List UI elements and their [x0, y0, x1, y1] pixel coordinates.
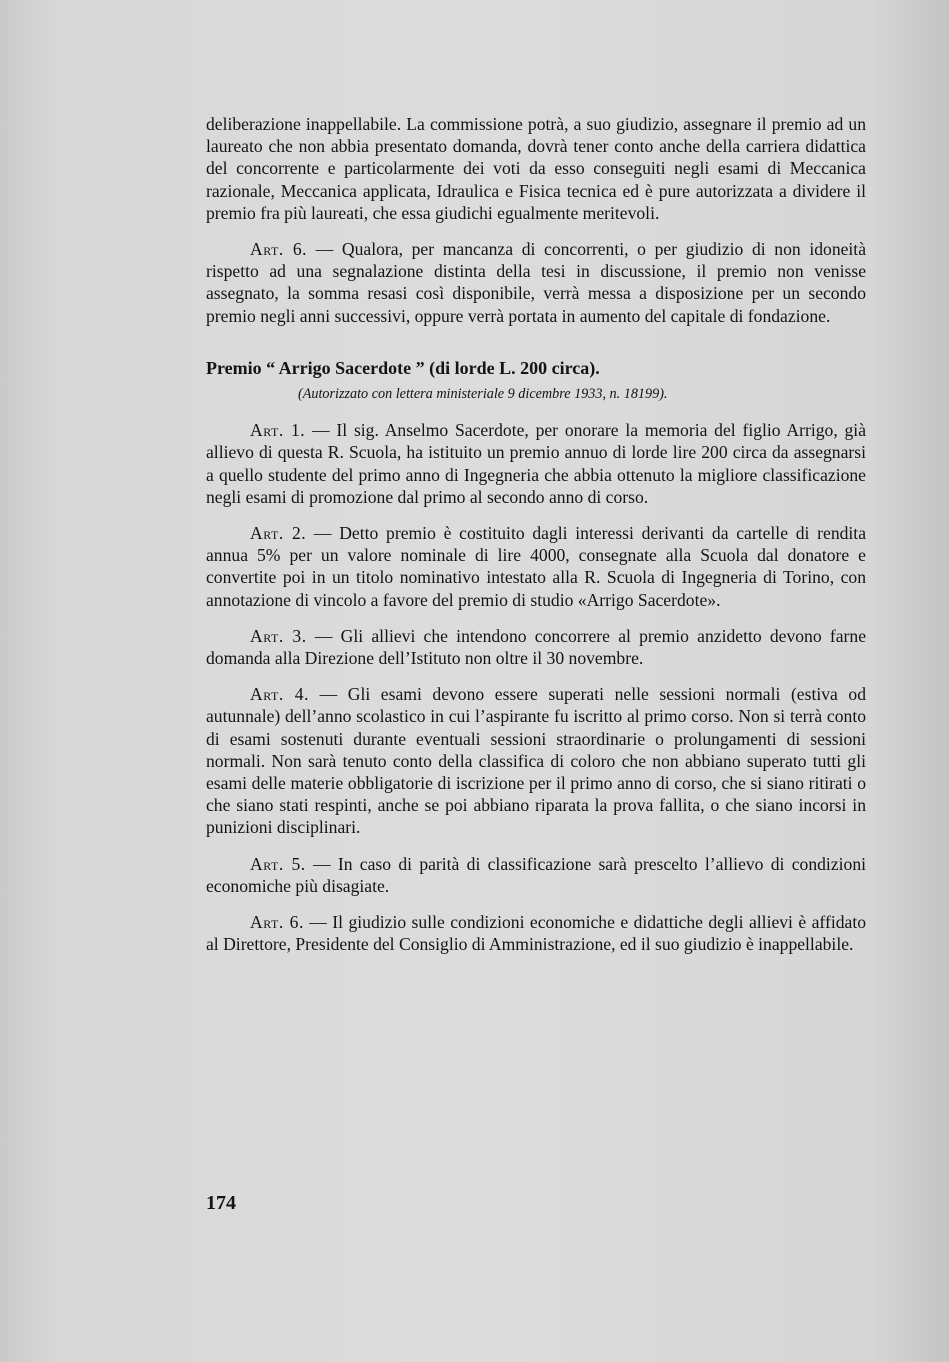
section-title: Premio “ Arrigo Sacerdote ” (di lorde L. 200 circa). — [206, 357, 600, 378]
article-label: Art. 6. — [250, 239, 308, 260]
section-subtitle: (Autorizzato con lettera ministeriale 9 dicembre 1933, n. 18199). — [298, 386, 668, 403]
article-text: — Il sig. Anselmo Sacerdote, per onorare la memoria del figlio Arrigo, già allievo di questa R. Scuola, ha istituito un premio annuo di lorde lire 200 circa da assegnarsi a quello studente del primo anno di Ingegneria che abbia ottenuto la migliore classificazione negli esami di promozione dal primo al secondo anno di corso. — [206, 420, 867, 507]
article-3 — [206, 625, 866, 669]
article-label: Art. 1. — [250, 420, 306, 441]
article-text: — Gli esami devono essere superati nelle sessioni normali (estiva od autunnale) dell’anno scolastico in cui l’aspirante fu iscritto al primo corso. Non si terrà conto di esami sostenuti durante eventuali sessioni straordinarie o prolungamenti di sessioni normali. Non sarà tenuto conto della classifica di coloro che non abbiano superato tutti gli esami delle materie obbligatorie di iscrizione per il primo anno di corso, che si siano ritirati o che siano stati respinti, anche se poi abbiano riparata la prova fallita, o che siano incorsi in punizioni disciplinari. — [206, 684, 867, 838]
article-label: Art. 3. — [250, 625, 307, 646]
article-4 — [206, 683, 866, 838]
article-label: Art. 2. — [250, 523, 307, 544]
article-text: — Il giudizio sulle condizioni economiche e didattiche degli allievi è affidato al Direttore, Presidente del Consiglio di Amministrazione, ed il suo giudizio è inappellabile. — [206, 912, 867, 955]
article-1 — [206, 419, 866, 508]
article-text: — Gli allievi che intendono concorrere al premio anzidetto devono farne domanda alla Direzione dell’Istituto non oltre il 30 novembre. — [206, 625, 866, 669]
article-text: — Qualora, per mancanza di concorrenti, o per giudizio di non idoneità rispetto ad una segnalazione distinta della tesi in discussione, il premio non venisse assegnato, la somma resasi così disponibile, verrà messa a disposizione per un secondo premio negli anni successivi, oppure verrà portata in aumento del capitale di fondazione. — [206, 239, 867, 326]
article-5 — [206, 853, 866, 897]
continuation-paragraph: deliberazione inappellabile. La commissione potrà, a suo giudizio, assegnare il premio ad un laureato che non abbia presentato domanda, dovrà tener conto anche della carriera didattica del concorrente e particolarmente dei voti da esso conseguiti negli esami di Meccanica razionale, Meccanica applicata, Idraulica e Fisica tecnica ed è pure autorizzata a dividere il premio fra più laureati, che essa giudichi egualmente meritevoli. — [206, 114, 866, 223]
body-text — [206, 113, 866, 956]
article-text: — Detto premio è costituito dagli interessi derivanti da cartelle di rendita annua 5% per un valore nominale di lire 4000, consegnate alla Scuola dal donatore e convertite poi in un titolo nominativo intestato alla R. Scuola di Ingegneria di Torino, con annotazione di vincolo a favore del premio di studio «Arrigo Sacerdote». — [206, 523, 866, 610]
article-6 — [206, 911, 866, 955]
article-text: — In caso di parità di classificazione sarà prescelto l’allievo di condizioni economiche più disagiate. — [206, 853, 866, 896]
page-number: 174 — [206, 1192, 236, 1214]
article-label: Art. 4. — [250, 684, 309, 705]
article-2 — [206, 522, 866, 611]
article-label: Art. 6. — [250, 912, 304, 933]
article-label: Art. 5. — [250, 853, 306, 874]
previous-article-6 — [206, 238, 866, 327]
